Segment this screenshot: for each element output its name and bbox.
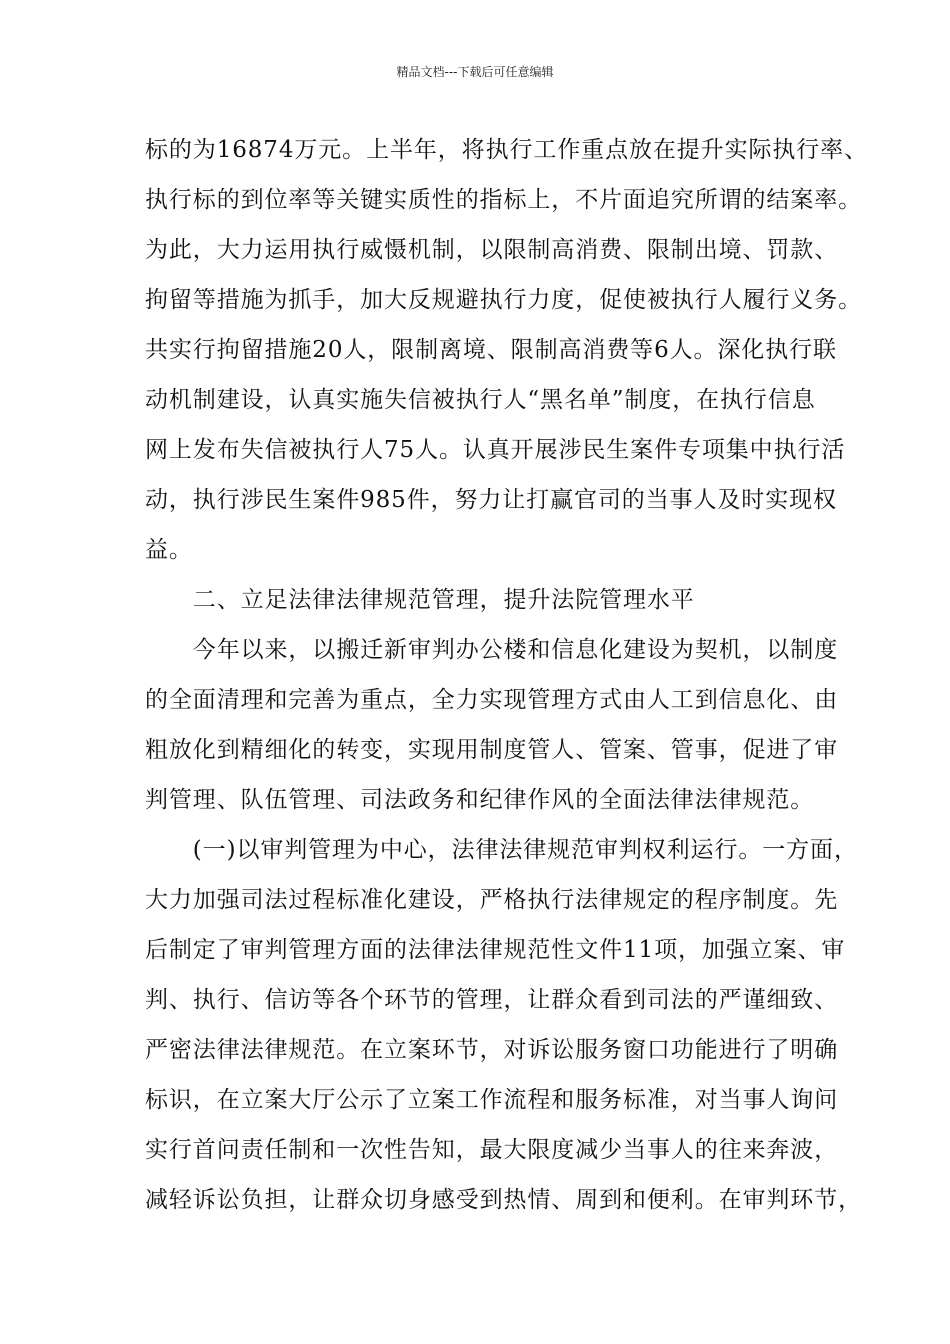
text-line: 执行标的到位率等关键实质性的指标上，不片面追究所谓的结案率。 (145, 187, 862, 213)
text-line: 判管理、队伍管理、司法政务和纪律作风的全面法律法律规范。 (145, 787, 815, 813)
text-line: 动机制建设，认真实施失信被执行人“黑名单”制度，在执行信息 (145, 387, 816, 413)
text-line: 网上发布失信被执行人75人。认真开展涉民生案件专项集中执行活 (145, 437, 846, 463)
text-line: 后制定了审判管理方面的法律法律规范性文件11项，加强立案、审 (145, 937, 846, 963)
page-header: 精品文档---下载后可任意编辑 (396, 65, 554, 79)
text-line: 今年以来，以搬迁新审判办公楼和信息化建设为契机，以制度 (145, 637, 839, 663)
text-line: 标识，在立案大厅公示了立案工作流程和服务标准，对当事人询问 (145, 1087, 839, 1113)
text-line: 标的为16874万元。上半年，将执行工作重点放在提升实际执行率、 (145, 137, 868, 163)
section-heading: 二、立足法律法律规范管理，提升法院管理水平 (145, 587, 695, 613)
text-line: 实行首问责任制和一次性告知，最大限度减少当事人的往来奔波， (145, 1137, 839, 1163)
text-line: 益。 (145, 537, 193, 563)
text-line: 判、执行、信访等各个环节的管理，让群众看到司法的严谨细致、 (145, 987, 839, 1013)
text-line: 大力加强司法过程标准化建设，严格执行法律规定的程序制度。先 (145, 887, 839, 913)
text-line: 的全面清理和完善为重点，全力实现管理方式由人工到信息化、由 (145, 687, 839, 713)
text-line: 为此，大力运用执行威慑机制，以限制高消费、限制出境、罚款、 (145, 237, 839, 263)
text-line: (一)以审判管理为中心，法律法律规范审判权利运行。一方面， (145, 837, 858, 863)
text-line: 动，执行涉民生案件985件，努力让打赢官司的当事人及时实现权 (145, 487, 837, 513)
text-line: 严密法律法律规范。在立案环节，对诉讼服务窗口功能进行了明确 (145, 1037, 839, 1063)
text-line: 共实行拘留措施20人，限制离境、限制高消费等6人。深化执行联 (145, 337, 837, 363)
text-line: 拘留等措施为抓手，加大反规避执行力度，促使被执行人履行义务。 (145, 287, 862, 313)
text-line: 减轻诉讼负担，让群众切身感受到热情、周到和便利。在审判环节， (145, 1187, 862, 1213)
text-line: 粗放化到精细化的转变，实现用制度管人、管案、管事，促进了审 (145, 737, 839, 763)
